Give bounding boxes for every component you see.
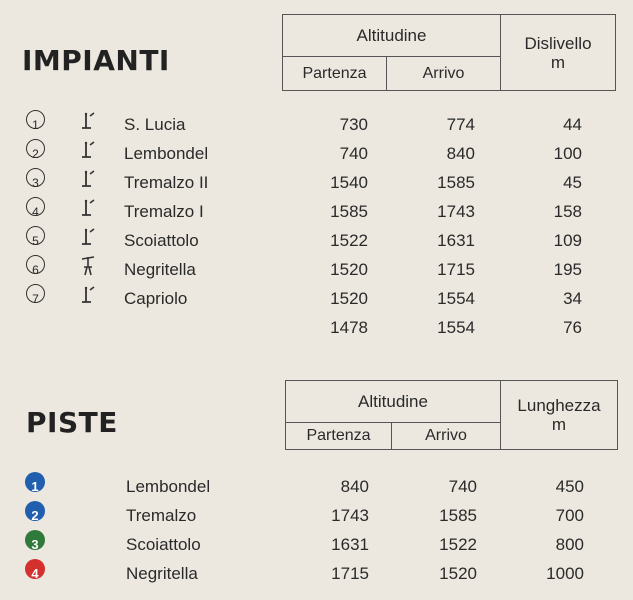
partenza-value: 1743 <box>331 506 369 525</box>
piste-row <box>0 472 633 501</box>
partenza-value: 730 <box>339 115 368 134</box>
piste-arrivo-header: Arrivo <box>392 423 501 449</box>
lunghezza-value: 800 <box>555 535 584 554</box>
ski-lift-icon <box>78 284 98 306</box>
dislivello-value: 100 <box>553 144 582 163</box>
number-circle: 6 <box>26 255 45 274</box>
number-circle: 3 <box>26 168 45 187</box>
chair-lift-icon <box>78 255 98 277</box>
dislivello-value: 195 <box>553 260 582 279</box>
piste-row <box>0 530 633 559</box>
lunghezza-header <box>501 381 617 449</box>
lunghezza-value: 700 <box>555 506 584 525</box>
impianti-row <box>0 284 633 313</box>
number-circle: 5 <box>26 226 45 245</box>
arrivo-value: 1520 <box>439 564 477 583</box>
ski-lift-icon <box>78 226 98 248</box>
impianti-table-header <box>282 14 616 91</box>
arrivo-value: 840 <box>446 144 475 163</box>
ski-lift-icon <box>78 197 98 219</box>
partenza-value: 1522 <box>330 231 368 250</box>
partenza-value: 1585 <box>330 202 368 221</box>
piste-number-badge: 1 <box>25 472 45 492</box>
arrivo-value: 1522 <box>439 535 477 554</box>
impianti-extra-row <box>0 313 633 342</box>
piste-title: PISTE <box>26 406 118 439</box>
lift-name: S. Lucia <box>124 115 186 134</box>
number-circle: 7 <box>26 284 45 303</box>
lift-name: Tremalzo I <box>124 202 204 221</box>
partenza-value: 740 <box>339 144 368 163</box>
piste-row <box>0 559 633 588</box>
arrivo-value: 740 <box>448 477 477 496</box>
lunghezza-value: 450 <box>555 477 584 496</box>
lift-name: Lembondel <box>124 144 209 163</box>
lunghezza-label: Lunghezza <box>517 396 601 415</box>
piste-partenza-header: Partenza <box>286 423 392 449</box>
piste-number-badge: 2 <box>25 501 45 521</box>
ski-lift-icon <box>78 139 98 161</box>
lift-name: Scoiattolo <box>124 231 199 250</box>
number-circle: 1 <box>26 110 45 129</box>
arrivo-value: 1743 <box>437 202 475 221</box>
piste-name: Tremalzo <box>126 506 197 525</box>
piste-name: Lembondel <box>126 477 211 496</box>
impianti-row <box>0 168 633 197</box>
partenza-value: 1520 <box>330 289 368 308</box>
ski-lift-icon <box>78 110 98 132</box>
impianti-row <box>0 226 633 255</box>
piste-table-header <box>285 380 618 450</box>
partenza-value: 1540 <box>330 173 368 192</box>
arrivo-value: 1585 <box>437 173 475 192</box>
impianti-row <box>0 197 633 226</box>
dislivello-value: 76 <box>563 318 582 337</box>
arrivo-value: 1715 <box>437 260 475 279</box>
impianti-row <box>0 255 633 284</box>
partenza-value: 1520 <box>330 260 368 279</box>
dislivello-header <box>501 15 615 90</box>
dislivello-label: Dislivello <box>524 33 592 53</box>
dislivello-unit: m <box>550 52 566 72</box>
number-circle: 2 <box>26 139 45 158</box>
piste-altitudine-header: Altitudine <box>286 381 501 423</box>
dislivello-value: 109 <box>553 231 582 250</box>
impianti-row <box>0 139 633 168</box>
partenza-value: 840 <box>340 477 369 496</box>
partenza-value: 1631 <box>331 535 369 554</box>
arrivo-value: 1585 <box>439 506 477 525</box>
dislivello-value: 34 <box>563 289 582 308</box>
lunghezza-unit: m <box>551 415 567 434</box>
dislivello-value: 44 <box>563 115 582 134</box>
dislivello-value: 45 <box>563 173 582 192</box>
partenza-value: 1715 <box>331 564 369 583</box>
partenza-value: 1478 <box>330 318 368 337</box>
ski-lift-icon <box>78 168 98 190</box>
impianti-title: IMPIANTI <box>22 44 170 77</box>
arrivo-header: Arrivo <box>387 57 501 90</box>
lift-name: Capriolo <box>124 289 188 308</box>
dislivello-value: 158 <box>553 202 582 221</box>
lunghezza-value: 1000 <box>546 564 584 583</box>
piste-name: Negritella <box>126 564 198 583</box>
impianti-row <box>0 110 633 139</box>
piste-row <box>0 501 633 530</box>
arrivo-value: 774 <box>446 115 475 134</box>
partenza-header: Partenza <box>283 57 387 90</box>
piste-name: Scoiattolo <box>126 535 201 554</box>
lift-name: Negritella <box>124 260 196 279</box>
piste-number-badge: 3 <box>25 530 45 550</box>
number-circle: 4 <box>26 197 45 216</box>
lift-name: Tremalzo II <box>124 173 209 192</box>
piste-number-badge: 4 <box>25 559 45 579</box>
altitudine-header: Altitudine <box>283 15 501 57</box>
arrivo-value: 1631 <box>437 231 475 250</box>
arrivo-value: 1554 <box>437 318 475 337</box>
arrivo-value: 1554 <box>437 289 475 308</box>
